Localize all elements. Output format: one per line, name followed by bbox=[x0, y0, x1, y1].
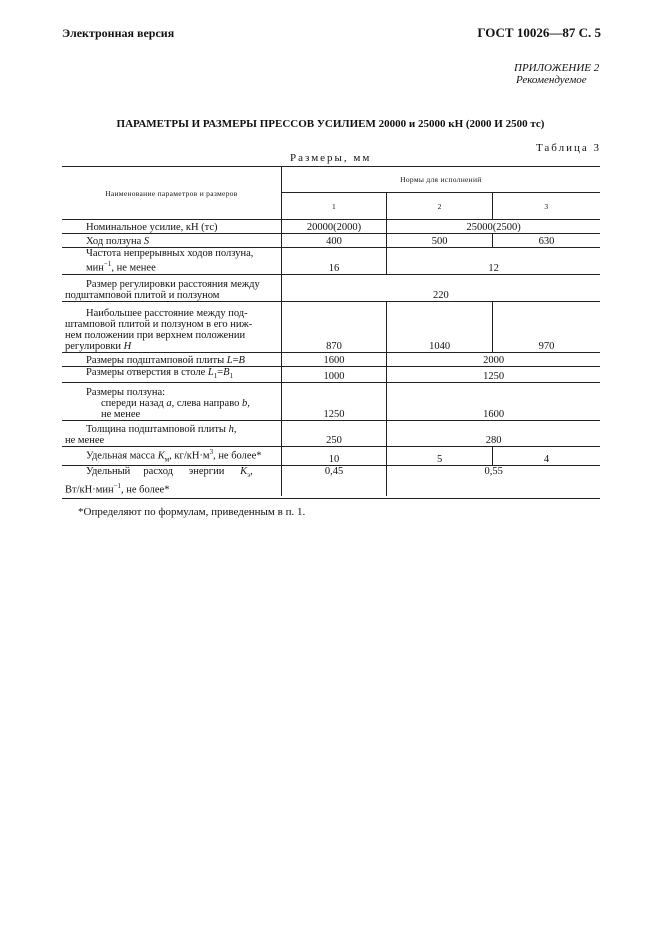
row-value: 25000(2500) bbox=[387, 220, 600, 234]
table-row bbox=[62, 248, 600, 275]
table-row bbox=[62, 382, 600, 420]
header-right: ГОСТ 10026—87 С. 5 bbox=[477, 25, 601, 40]
row-name: Размеры отверстия в столе $L_1=B_1$ bbox=[62, 366, 281, 382]
row-name bbox=[62, 382, 281, 420]
table-row bbox=[62, 301, 600, 352]
row-name-line: Толщина подштамповой плиты h, bbox=[86, 423, 237, 435]
row-value: 630 bbox=[492, 234, 600, 248]
row-value: 400 bbox=[281, 234, 387, 248]
row-name-line: спереди назад a, слева направо b, bbox=[101, 397, 250, 409]
row-value: 5 bbox=[387, 446, 493, 466]
row-name-line: Размеры ползуна: bbox=[86, 386, 166, 398]
row-value: 0,45 bbox=[281, 466, 387, 496]
footnote: *Определяют по формулам, приведенным в п. 1. bbox=[78, 506, 306, 518]
row-name: Удельный расход энергии $K_э$, Вт/кН·мин$^{-1}$, не более* bbox=[65, 466, 253, 496]
row-value: 10 bbox=[281, 446, 387, 466]
annex-label bbox=[514, 62, 599, 86]
variant-1-header: 1 bbox=[281, 193, 387, 220]
annex-number: ПРИЛОЖЕНИЕ 2 bbox=[514, 62, 600, 74]
row-value: 870 bbox=[281, 301, 387, 352]
row-value: 2000 bbox=[387, 352, 600, 366]
row-name-line: не менее bbox=[101, 408, 141, 420]
row-value: 280 bbox=[387, 420, 600, 446]
row-name-line: не менее bbox=[65, 434, 105, 446]
row-name: Размер регулировки расстояния между подштамповой плитой и ползуном bbox=[62, 274, 281, 301]
annex-status: Рекомендуемое bbox=[516, 74, 587, 86]
row-value: 1250 bbox=[387, 366, 600, 382]
header-left: Электронная версия bbox=[62, 26, 175, 40]
variant-2-header: 2 bbox=[387, 193, 493, 220]
variant-3-header: 3 bbox=[492, 193, 600, 220]
col-header-name: Наименование параметров и размеров bbox=[62, 167, 281, 220]
row-value: 1600 bbox=[281, 352, 387, 366]
table-row bbox=[62, 352, 600, 366]
row-value: 12 bbox=[387, 248, 600, 275]
table-row bbox=[62, 420, 600, 446]
table-number: Таблица 3 bbox=[535, 142, 601, 154]
row-value: 4 bbox=[492, 446, 600, 466]
table-row bbox=[62, 234, 600, 248]
row-value: 16 bbox=[281, 248, 387, 275]
row-value: 1600 bbox=[387, 382, 600, 420]
row-value: 1040 bbox=[387, 301, 493, 352]
row-value: 500 bbox=[387, 234, 493, 248]
row-value: 1000 bbox=[281, 366, 387, 382]
row-value: 220 bbox=[281, 274, 600, 301]
table-row bbox=[62, 220, 600, 234]
row-name: Наибольшее расстояние между под- штамповой плитой и ползуном в его ниж- нем положении при верхнем положении регулировки H bbox=[62, 301, 281, 352]
table-row bbox=[62, 274, 600, 301]
row-name bbox=[62, 420, 281, 446]
row-value: 1250 bbox=[281, 382, 387, 420]
row-value: 0,55 bbox=[387, 466, 600, 496]
units-label: Размеры, мм bbox=[290, 152, 372, 164]
row-name: Ход ползуна S bbox=[62, 234, 281, 248]
footnote-divider bbox=[62, 498, 600, 499]
document-title: ПАРАМЕТРЫ И РАЗМЕРЫ ПРЕССОВ УСИЛИЕМ 20000 и 25000 кН (2000 И 2500 тс) bbox=[116, 118, 545, 130]
row-value: 20000(2000) bbox=[281, 220, 387, 234]
table-row bbox=[62, 466, 600, 496]
table-row bbox=[62, 446, 600, 466]
row-name: Номинальное усилие, кН (тс) bbox=[62, 220, 281, 234]
table-row bbox=[62, 366, 600, 382]
parameters-table bbox=[62, 166, 600, 496]
row-name: Удельная масса $K_м$, $кг/кН\cdot м^3$, не более* bbox=[62, 446, 281, 466]
row-name: Частота непрерывных ходов ползуна, мин$^{-1}$, не менее bbox=[62, 248, 281, 275]
row-value: 250 bbox=[281, 420, 387, 446]
row-name: Размеры подштамповой плиты L=B bbox=[62, 352, 281, 366]
row-value: 970 bbox=[492, 301, 600, 352]
col-header-norms: Нормы для исполнений bbox=[281, 167, 600, 193]
